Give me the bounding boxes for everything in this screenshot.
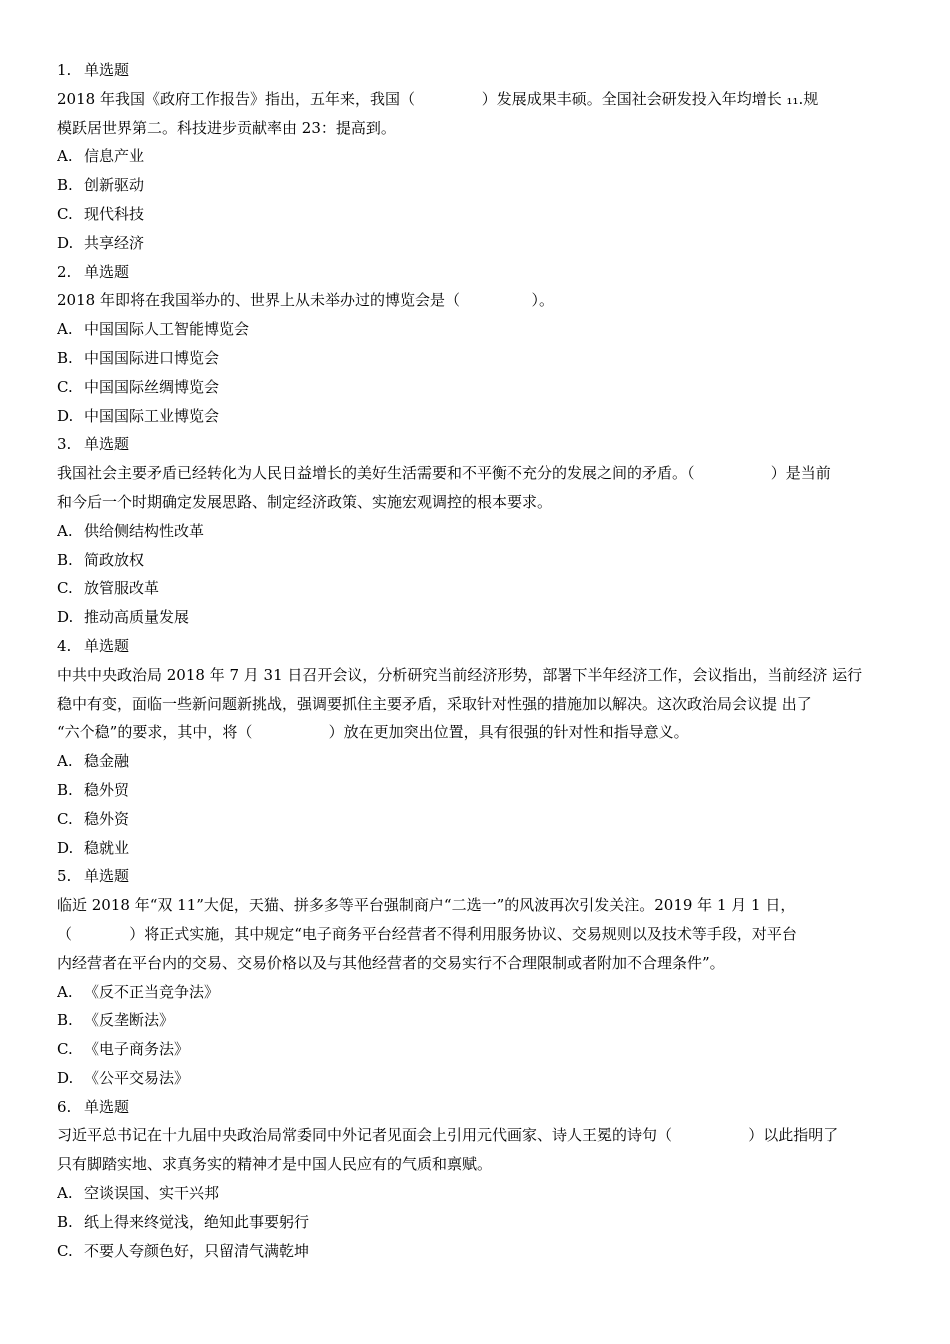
option-letter: A. [57,521,73,540]
option-text: 《反垄断法》 [84,1011,175,1030]
option-text: 推动高质量发展 [84,608,190,627]
option-letter: B. [57,550,73,569]
question-stem-line: 中共中央政治局 2018 年 7 月 31 日召开会议，分析研究当前经济形势，部署下半年经济工作，会议指出，当前经济 运行 [57,665,863,684]
option-letter: A. [57,752,73,771]
option-letter: A. [57,320,73,339]
question-number: 5. [57,867,72,886]
question-block [57,1093,897,1266]
question-stem-line: 临近 2018 年“双 11”大促，天猫、拼多多等平台强制商户“二选一”的风波再次引发关注。2019 年 1 月 1 日， [57,896,796,915]
option-text: 纸上得来终觉浅，绝知此事要躬行 [84,1212,310,1231]
option-letter: B. [57,348,73,367]
answer-option[interactable] [57,1006,897,1035]
question-number: 1. [57,61,72,79]
option-letter: D. [57,233,74,252]
question-header [57,258,897,287]
question-block [57,258,897,431]
answer-option[interactable] [57,1237,897,1266]
question-type: 单选题 [84,867,130,886]
option-text: 《反不正当竞争法》 [84,982,220,1001]
option-letter: C. [57,1040,73,1059]
option-text: 供给侧结构性改革 [84,521,205,540]
option-letter: C. [57,377,73,396]
question-type: 单选题 [84,435,130,454]
option-text: 稳金融 [84,752,130,771]
answer-option[interactable] [57,1208,897,1237]
question-number: 6. [57,1097,72,1116]
answer-option[interactable] [57,344,897,373]
option-letter: C. [57,204,73,223]
question-type: 单选题 [84,262,130,281]
answer-option[interactable] [57,805,897,834]
option-letter: C. [57,1241,73,1260]
option-text: 稳就业 [84,838,130,857]
question-block [57,56,897,258]
option-text: 放管服改革 [84,579,160,598]
option-text: 空谈误国、实干兴邦 [84,1184,220,1203]
question-stem-line: 2018 年我国《政府工作报告》指出，五年来，我国（ ）发展成果丰硕。全国社会研发投入年均增长 ₁₁.规 [57,89,819,108]
option-letter: D. [57,838,74,857]
option-text: 创新驱动 [84,176,145,195]
answer-option[interactable] [57,834,897,863]
option-text: 《公平交易法》 [84,1068,190,1087]
question-number: 4. [57,636,72,655]
question-stem-line: 稳中有变，面临一些新问题新挑战，强调要抓住主要矛盾，采取针对性强的措施加以解决。这次政治局会议提 出了 [57,694,812,713]
answer-option[interactable] [57,229,897,258]
option-letter: D. [57,608,74,627]
question-stem-line: 我国社会主要矛盾已经转化为人民日益增长的美好生活需要和不平衡不充分的发展之间的矛盾。（ ）是当前 [57,464,831,483]
option-text: 信息产业 [84,147,145,166]
option-letter: C. [57,809,73,828]
question-stem-line: 模跃居世界第二。科技进步贡献率由 23：提高到。 [57,118,396,137]
answer-option[interactable] [57,373,897,402]
question-type: 单选题 [84,61,130,79]
answer-option[interactable] [57,171,897,200]
option-text: 共享经济 [84,233,145,252]
question-number: 2. [57,262,72,281]
option-letter: B. [57,1011,73,1030]
question-header [57,430,897,459]
answer-option[interactable] [57,200,897,229]
question-type: 单选题 [84,1097,130,1116]
answer-option[interactable] [57,1179,897,1208]
question-type: 单选题 [84,636,130,655]
answer-option[interactable] [57,978,897,1007]
question-block [57,430,897,632]
question-stem-line: 习近平总书记在十九届中央政治局常委同中外记者见面会上引用元代画家、诗人王冕的诗句（ ）以此指明了 [57,1126,839,1145]
question-header [57,56,897,85]
option-text: 中国国际丝绸博览会 [84,377,220,396]
answer-option[interactable] [57,603,897,632]
answer-option[interactable] [57,776,897,805]
answer-option[interactable] [57,315,897,344]
option-text: 现代科技 [84,204,145,223]
question-block [57,862,897,1092]
question-header [57,632,897,661]
option-text: 稳外贸 [84,780,130,799]
question-header [57,1093,897,1122]
option-text: 中国国际人工智能博览会 [84,320,250,339]
question-number: 3. [57,435,72,454]
answer-option[interactable] [57,402,897,431]
option-text: 《电子商务法》 [84,1040,190,1059]
option-text: 稳外资 [84,809,130,828]
option-text: 简政放权 [84,550,145,569]
option-letter: B. [57,176,73,195]
question-document [57,56,897,1265]
option-letter: C. [57,579,73,598]
question-stem-line: 2018 年即将在我国举办的、世界上从未举办过的博览会是（ ）。 [57,291,554,310]
question-stem-line: 和今后一个时期确定发展思路、制定经济政策、实施宏观调控的根本要求。 [57,492,553,511]
option-text: 中国国际进口博览会 [84,348,220,367]
question-stem-line: 内经营者在平台内的交易、交易价格以及与其他经营者的交易实行不合理限制或者附加不合理条件”。 [57,953,725,972]
option-text: 不要人夸颜色好，只留清气满乾坤 [84,1241,310,1260]
answer-option[interactable] [57,1035,897,1064]
question-stem-line: （ ）将正式实施，其中规定“电子商务平台经营者不得利用服务协议、交易规则以及技术等手段，对平台 [57,924,797,943]
option-letter: A. [57,147,73,166]
question-stem-line: 只有脚踏实地、求真务实的精神才是中国人民应有的气质和禀赋。 [57,1155,493,1174]
option-letter: D. [57,1068,74,1087]
question-header [57,862,897,891]
option-letter: B. [57,780,73,799]
option-letter: A. [57,982,73,1001]
option-text: 中国国际工业博览会 [84,406,220,425]
answer-option[interactable] [57,1064,897,1093]
answer-option[interactable] [57,747,897,776]
option-letter: B. [57,1212,73,1231]
question-stem-line: “六个稳”的要求，其中，将（ ）放在更加突出位置，具有很强的针对性和指导意义。 [57,723,689,742]
answer-option[interactable] [57,574,897,603]
question-block [57,632,897,862]
answer-option[interactable] [57,142,897,171]
answer-option[interactable] [57,546,897,575]
option-letter: A. [57,1184,73,1203]
answer-option[interactable] [57,517,897,546]
option-letter: D. [57,406,74,425]
